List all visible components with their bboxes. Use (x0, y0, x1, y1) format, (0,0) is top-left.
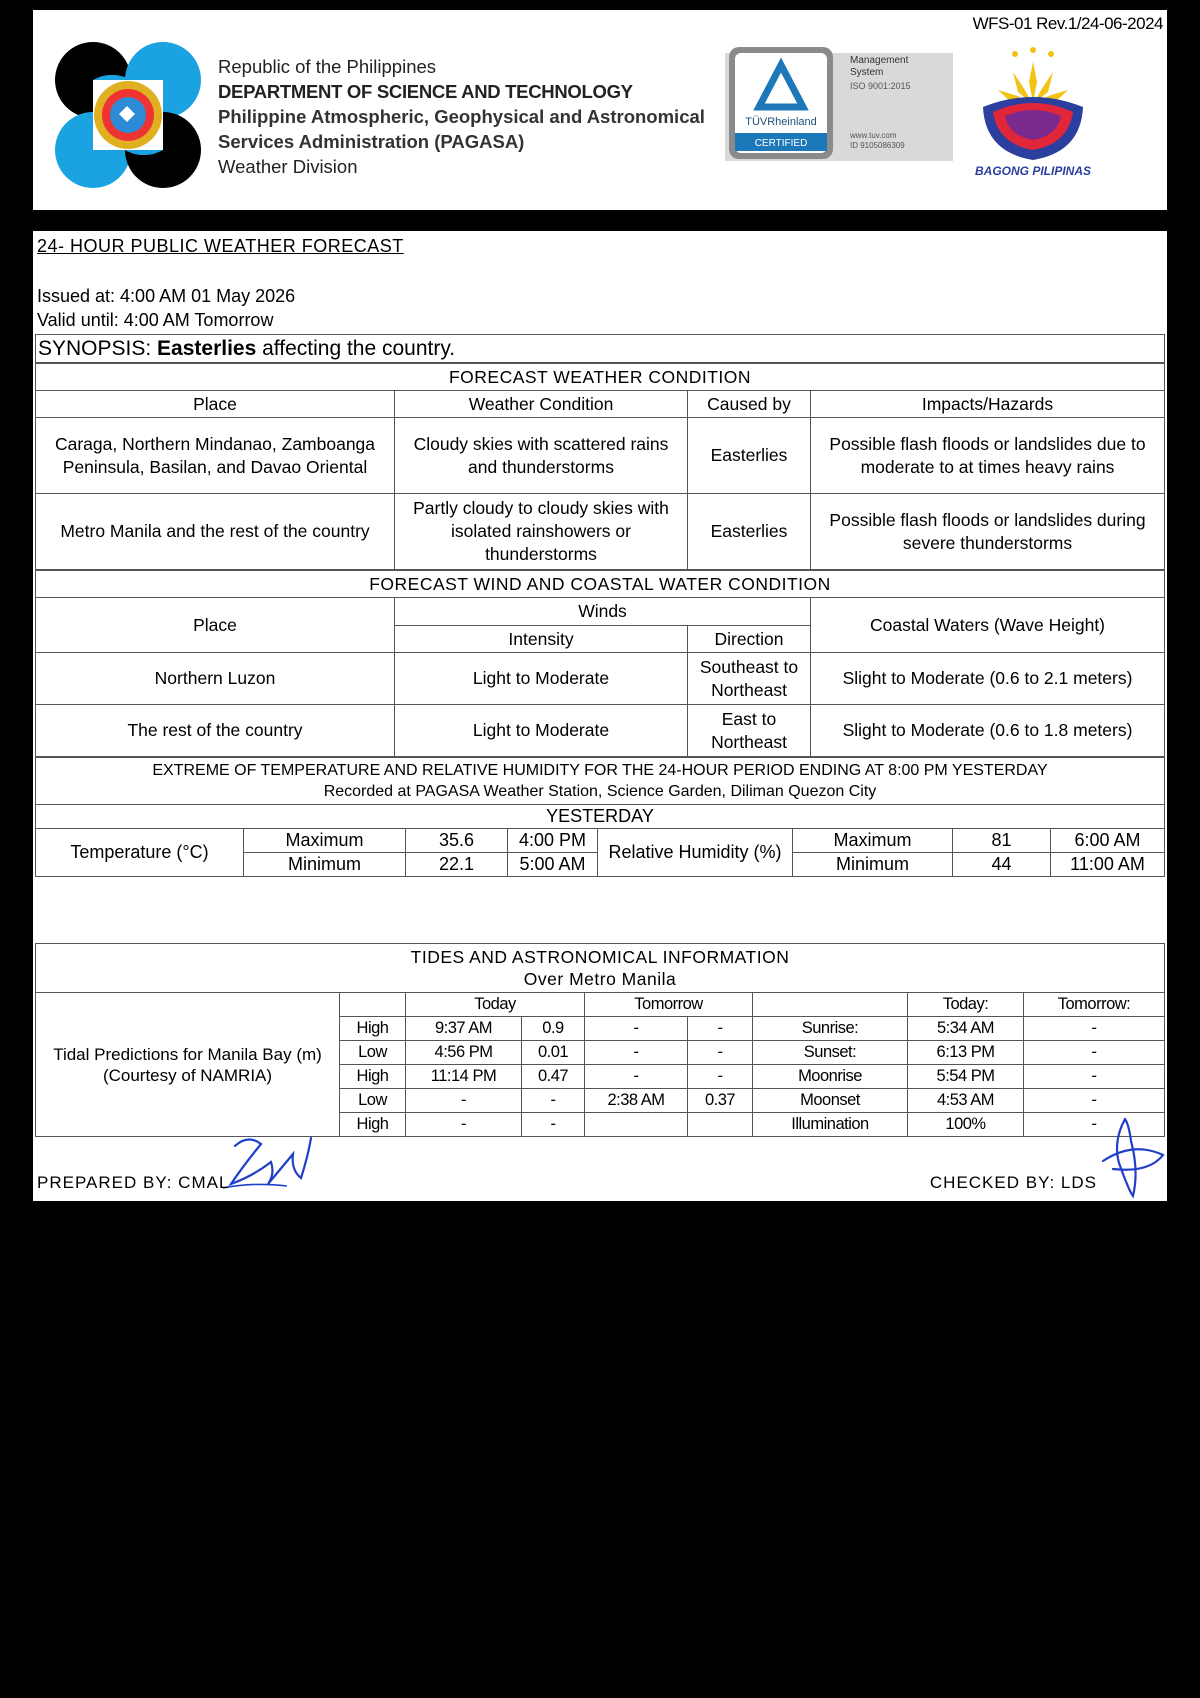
place-cell: Caraga, Northern Mindanao, Zamboanga Peninsula, Basilan, and Davao Oriental (36, 418, 395, 494)
tide-type: High (340, 1113, 406, 1137)
col-tide-today: Today (406, 993, 585, 1017)
rh-max-value: 81 (953, 829, 1051, 853)
table-row (36, 829, 1165, 853)
table-row (36, 418, 1165, 494)
astro-tomorrow: - (1024, 1017, 1165, 1041)
tide-tomorrow-time: - (585, 1041, 688, 1065)
forecast-tables (35, 334, 1165, 877)
tide-today-time: - (406, 1113, 522, 1137)
cause-cell: Easterlies (688, 418, 811, 494)
form-code: WFS-01 Rev.1/24-06-2024 (972, 14, 1163, 33)
col-astro-today: Today: (908, 993, 1024, 1017)
tide-today-time: 9:37 AM (406, 1017, 522, 1041)
tuv-label: TÜVRheinland (745, 116, 817, 128)
tuv-certification-logo (725, 45, 953, 165)
checked-by: CHECKED BY: LDS (929, 1173, 1097, 1192)
extremes-title: EXTREME OF TEMPERATURE AND RELATIVE HUMIDITY FOR THE 24-HOUR PERIOD ENDING AT 8:00 PM YESTERDAY (152, 762, 1048, 779)
tidal-predictions-label: Tidal Predictions for Manila Bay (m) (Courtesy of NAMRIA) (36, 993, 340, 1137)
condition-cell: Partly cloudy to cloudy skies with isolated rainshowers or thunderstorms (395, 494, 688, 570)
tide-today-height: - (522, 1113, 585, 1137)
synopsis-table (35, 334, 1165, 363)
tide-tomorrow-time: - (585, 1017, 688, 1041)
intensity-cell: Light to Moderate (395, 653, 688, 705)
tide-tomorrow-height: - (688, 1065, 753, 1089)
table-row (36, 705, 1165, 757)
extremes-header (36, 758, 1165, 805)
condition-cell: Cloudy skies with scattered rains and thunderstorms (395, 418, 688, 494)
wind-place-cell: The rest of the country (36, 705, 395, 757)
tides-section (35, 943, 1165, 1137)
col-weather-condition: Weather Condition (395, 391, 688, 418)
tide-tomorrow-height: - (688, 1041, 753, 1065)
tide-today-height: 0.01 (522, 1041, 585, 1065)
astro-label: Illumination (753, 1113, 908, 1137)
tuv-id-2: ID 9105086309 (850, 141, 905, 150)
tuv-mgmt-1: Management (850, 55, 909, 66)
astro-today: 100% (908, 1113, 1024, 1137)
extremes-period: YESTERDAY (36, 805, 1165, 829)
rh-min-label: Minimum (793, 853, 953, 877)
col-coastal-waters: Coastal Waters (Wave Height) (811, 598, 1165, 653)
agency-line-dost: DEPARTMENT OF SCIENCE AND TECHNOLOGY (218, 81, 633, 102)
agency-line-division: Weather Division (218, 156, 358, 177)
astro-tomorrow: - (1024, 1113, 1165, 1137)
extremes-subtitle: Recorded at PAGASA Weather Station, Science Garden, Diliman Quezon City (323, 783, 877, 800)
astro-today: 5:34 AM (908, 1017, 1024, 1041)
weather-condition-table (35, 363, 1165, 570)
wind-section-title: FORECAST WIND AND COASTAL WATER CONDITION (36, 571, 1165, 598)
astro-today: 6:13 PM (908, 1041, 1024, 1065)
astro-label: Moonrise (753, 1065, 908, 1089)
tide-today-height: - (522, 1089, 585, 1113)
tide-today-time: 11:14 PM (406, 1065, 522, 1089)
temp-max-value: 35.6 (406, 829, 508, 853)
agency-line-republic: Republic of the Philippines (218, 56, 437, 77)
issued-at: Issued at: 4:00 AM 01 May 2026 (37, 286, 296, 306)
col-wind-place: Place (36, 598, 395, 653)
cause-cell: Easterlies (688, 494, 811, 570)
rh-max-time: 6:00 AM (1051, 829, 1165, 853)
letterhead (33, 10, 1167, 210)
tide-type: Low (340, 1089, 406, 1113)
tide-type: High (340, 1017, 406, 1041)
issue-block (37, 284, 295, 332)
humidity-label: Relative Humidity (%) (598, 829, 793, 877)
wind-place-cell: Northern Luzon (36, 653, 395, 705)
astro-tomorrow: - (1024, 1089, 1165, 1113)
tuv-mgmt-3: ISO 9001:2015 (850, 81, 911, 91)
tides-header (36, 944, 1165, 993)
bagong-pilipinas-text: BAGONG PILIPINAS (974, 164, 1092, 178)
temp-min-label: Minimum (244, 853, 406, 877)
col-astro-tomorrow: Tomorrow: (1024, 993, 1165, 1017)
temp-max-label: Maximum (244, 829, 406, 853)
tuv-certified: CERTIFIED (754, 138, 808, 149)
col-intensity: Intensity (395, 626, 688, 653)
direction-cell: East to Northeast (688, 705, 811, 757)
col-winds: Winds (395, 598, 811, 626)
col-caused-by: Caused by (688, 391, 811, 418)
tide-type: Low (340, 1041, 406, 1065)
astro-label: Sunset: (753, 1041, 908, 1065)
col-impacts: Impacts/Hazards (811, 391, 1165, 418)
tide-today-height: 0.47 (522, 1065, 585, 1089)
direction-cell: Southeast to Northeast (688, 653, 811, 705)
synopsis-rest: affecting the country. (256, 337, 456, 360)
tides-title: TIDES AND ASTRONOMICAL INFORMATION (410, 947, 790, 967)
astro-tomorrow: - (1024, 1065, 1165, 1089)
col-direction: Direction (688, 626, 811, 653)
agency-line-pagasa-1: Philippine Atmospheric, Geophysical and Astronomical (218, 106, 705, 127)
weather-section-title: FORECAST WEATHER CONDITION (36, 364, 1165, 391)
wind-coastal-table (35, 570, 1165, 757)
tide-tomorrow-time: 2:38 AM (585, 1089, 688, 1113)
tide-today-time: 4:56 PM (406, 1041, 522, 1065)
tide-today-height: 0.9 (522, 1017, 585, 1041)
tide-tomorrow-height: - (688, 1017, 753, 1041)
temp-max-time: 4:00 PM (508, 829, 598, 853)
table-row (36, 494, 1165, 570)
col-tide-tomorrow: Tomorrow (585, 993, 753, 1017)
tide-tomorrow-height (688, 1113, 753, 1137)
forecast-document (33, 231, 1167, 1201)
agency-block (218, 54, 705, 179)
astro-tomorrow: - (1024, 1041, 1165, 1065)
rh-max-label: Maximum (793, 829, 953, 853)
intensity-cell: Light to Moderate (395, 705, 688, 757)
tide-blank (340, 993, 406, 1017)
forecast-title: 24- HOUR PUBLIC WEATHER FORECAST (37, 236, 404, 256)
astro-label: Sunrise: (753, 1017, 908, 1041)
rh-min-time: 11:00 AM (1051, 853, 1165, 877)
impact-cell: Possible flash floods or landslides during severe thunderstorms (811, 494, 1165, 570)
temp-min-value: 22.1 (406, 853, 508, 877)
tuv-id-1: www.tuv.com (850, 131, 897, 140)
prepared-by: PREPARED BY: CMAL (37, 1173, 230, 1192)
synopsis-label: SYNOPSIS: (38, 337, 158, 360)
place-cell: Metro Manila and the rest of the country (36, 494, 395, 570)
tides-table (35, 943, 1165, 1137)
synopsis-system: Easterlies (157, 337, 257, 360)
tide-today-time: - (406, 1089, 522, 1113)
pagasa-seal-logo (53, 40, 203, 190)
coastal-cell: Slight to Moderate (0.6 to 1.8 meters) (811, 705, 1165, 757)
tides-subtitle: Over Metro Manila (523, 969, 677, 989)
col-place: Place (36, 391, 395, 418)
tide-tomorrow-time: - (585, 1065, 688, 1089)
astro-blank (753, 993, 908, 1017)
impact-cell: Possible flash floods or landslides due to moderate to at times heavy rains (811, 418, 1165, 494)
tuv-mgmt-2: System (850, 67, 884, 78)
coastal-cell: Slight to Moderate (0.6 to 2.1 meters) (811, 653, 1165, 705)
tide-tomorrow-time (585, 1113, 688, 1137)
bagong-pilipinas-logo (963, 32, 1103, 182)
astro-label: Moonset (753, 1089, 908, 1113)
valid-until: Valid until: 4:00 AM Tomorrow (37, 310, 274, 330)
synopsis (36, 335, 1165, 363)
tide-tomorrow-height: 0.37 (688, 1089, 753, 1113)
astro-today: 4:53 AM (908, 1089, 1024, 1113)
extremes-table (35, 757, 1165, 877)
tide-type: High (340, 1065, 406, 1089)
agency-line-pagasa-2: Services Administration (PAGASA) (218, 131, 525, 152)
table-row (36, 653, 1165, 705)
rh-min-value: 44 (953, 853, 1051, 877)
prepared-signature (213, 1126, 323, 1206)
temperature-label: Temperature (°C) (36, 829, 244, 877)
temp-min-time: 5:00 AM (508, 853, 598, 877)
astro-today: 5:54 PM (908, 1065, 1024, 1089)
